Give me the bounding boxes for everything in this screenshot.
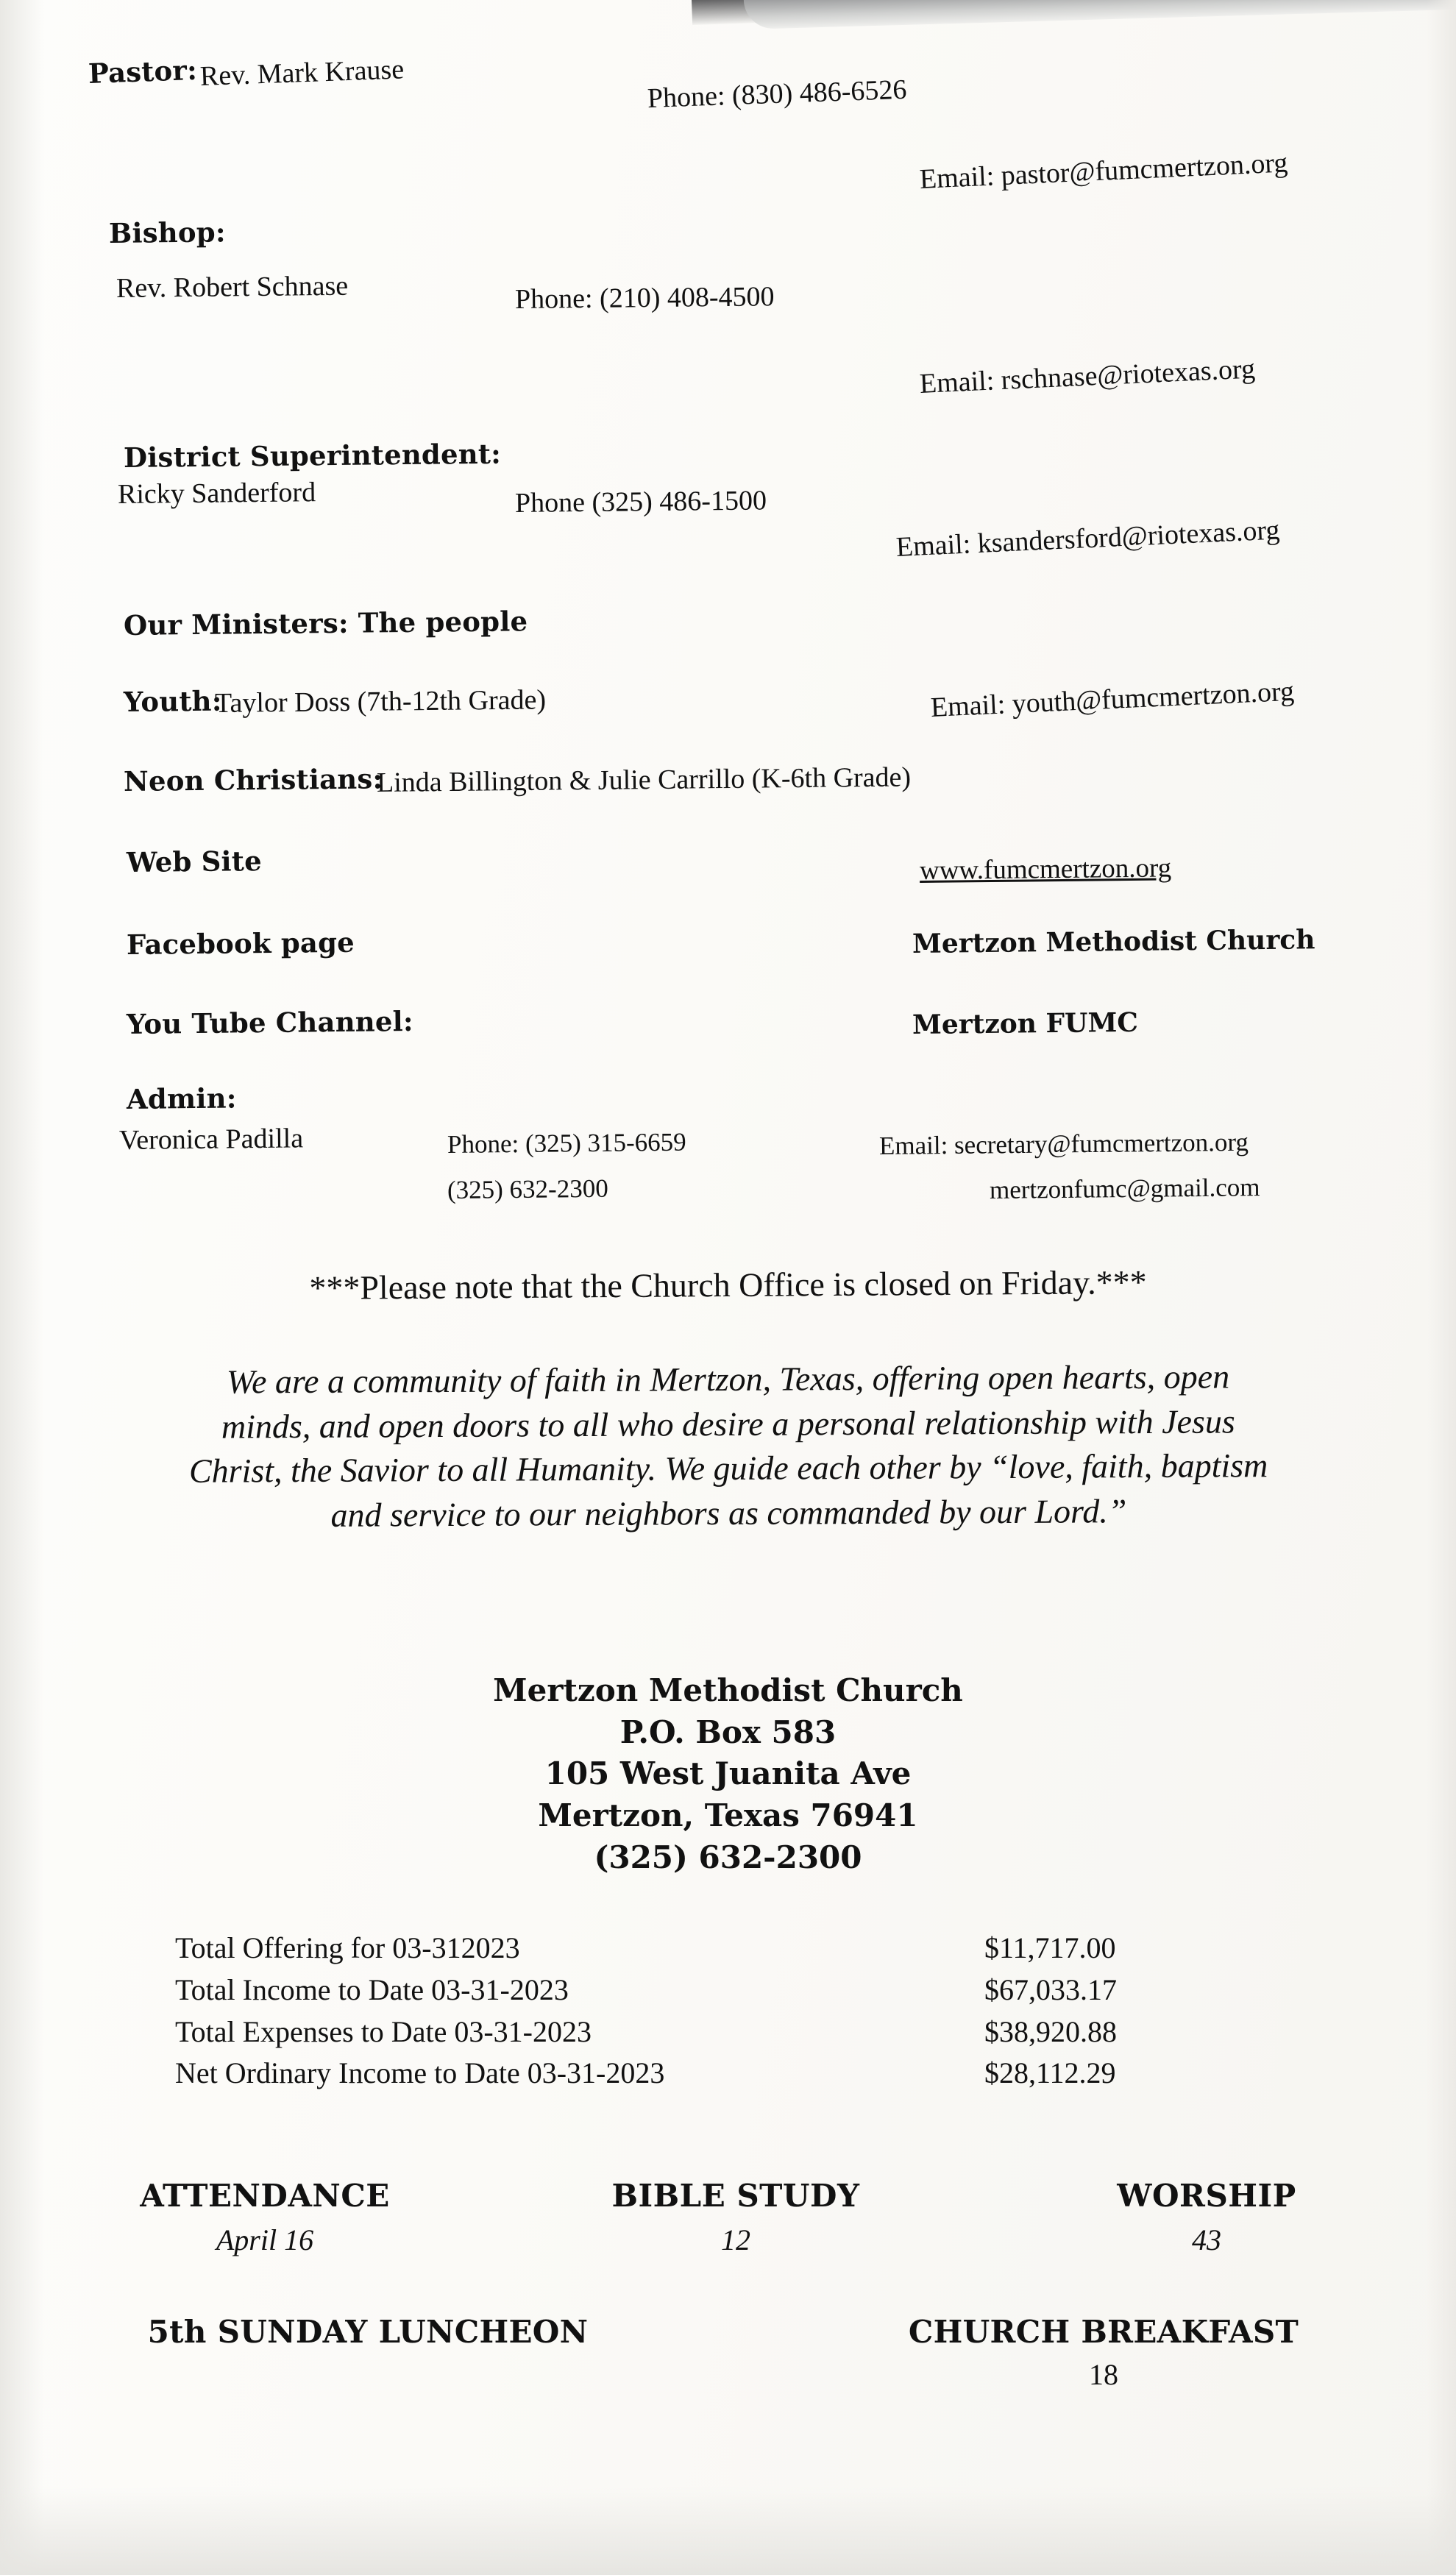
address-line-2: P.O. Box 583	[619, 1713, 837, 1750]
finance-label: Total Expenses to Date 03-31-2023	[175, 2014, 592, 2048]
event-column	[110, 2314, 625, 2392]
finance-amount: $38,920.88	[984, 2014, 1117, 2048]
worship-heading: WORSHIP	[1117, 2178, 1296, 2214]
youth-email: Email: youth@fumcmertzon.org	[930, 675, 1295, 723]
events-summary	[110, 2314, 1361, 2392]
youth-label: Youth:	[123, 684, 222, 718]
bishop-name: Rev. Robert Schnase	[116, 270, 349, 304]
breakfast-heading: CHURCH BREAKFAST	[908, 2314, 1299, 2350]
facebook-value: Mertzon Methodist Church	[912, 924, 1315, 959]
event-column	[846, 2314, 1361, 2392]
youtube-label: You Tube Channel:	[126, 1004, 413, 1040]
admin-email-2: mertzonfumc@gmail.com	[989, 1173, 1260, 1204]
admin-label: Admin:	[126, 1082, 237, 1115]
church-address-block	[0, 1670, 1456, 1878]
attendance-column	[110, 2178, 419, 2257]
finance-amount: $28,112.29	[984, 2056, 1116, 2090]
bible-study-heading: BIBLE STUDY	[611, 2178, 860, 2214]
admin-email-1: Email: secretary@fumcmertzon.org	[878, 1127, 1249, 1160]
bishop-label: Bishop:	[108, 216, 226, 249]
attendance-summary	[110, 2178, 1361, 2257]
attendance-value: April 16	[216, 2223, 314, 2256]
finance-label: Total Income to Date 03-31-2023	[175, 1972, 569, 2006]
pastor-name: Rev. Mark Krause	[199, 54, 405, 92]
page-bottom-edge	[0, 2487, 1456, 2575]
pastor-email: Email: pastor@fumcmertzon.org	[919, 147, 1289, 195]
bishop-phone: Phone: (210) 408-4500	[514, 281, 775, 315]
address-phone: (325) 632-2300	[594, 1839, 862, 1875]
finance-row	[175, 2053, 1205, 2095]
scan-top-band	[743, 0, 1456, 29]
office-closed-note: ***Please note that the Church Office is closed on Friday.***	[309, 1263, 1147, 1307]
facebook-label: Facebook page	[126, 926, 355, 961]
website-label: Web Site	[126, 845, 263, 878]
website-link[interactable]: www.fumcmertzon.org	[919, 853, 1172, 886]
pastor-phone: Phone: (830) 486-6526	[647, 74, 908, 114]
neon-christians-value: Linda Billington & Julie Carrillo (K-6th Grade)	[376, 761, 912, 798]
attendance-column	[581, 2178, 890, 2257]
finance-amount: $67,033.17	[984, 1972, 1117, 2006]
our-ministers-line: Our Ministers: The people	[123, 605, 528, 642]
district-superintendent-phone: Phone (325) 486-1500	[514, 485, 767, 519]
finance-row	[175, 2011, 1205, 2053]
attendance-heading: ATTENDANCE	[140, 2178, 390, 2214]
attendance-column	[1052, 2178, 1361, 2257]
finance-amount: $11,717.00	[984, 1931, 1116, 1964]
finance-summary	[175, 1928, 1205, 2095]
admin-name: Veronica Padilla	[118, 1123, 304, 1156]
finance-row	[175, 1928, 1205, 1970]
finance-label: Total Offering for 03-312023	[175, 1931, 520, 1964]
neon-christians-label: Neon Christians:	[123, 762, 383, 798]
address-line-1: Mertzon Methodist Church	[493, 1672, 963, 1708]
finance-row	[175, 1970, 1205, 2011]
breakfast-value: 18	[1089, 2358, 1118, 2391]
youtube-value: Mertzon FUMC	[912, 1006, 1139, 1040]
address-line-4: Mertzon, Texas 76941	[538, 1797, 918, 1834]
bishop-email: Email: rschnase@riotexas.org	[919, 353, 1256, 399]
district-superintendent-email: Email: ksandersford@riotexas.org	[895, 514, 1281, 563]
youth-value: Taylor Doss (7th-12th Grade)	[214, 684, 547, 719]
luncheon-heading: 5th SUNDAY LUNCHEON	[147, 2314, 589, 2350]
admin-phone-1: Phone: (325) 315-6659	[447, 1127, 686, 1159]
worship-value: 43	[1192, 2223, 1221, 2256]
admin-phone-2: (325) 632-2300	[447, 1173, 608, 1204]
finance-label: Net Ordinary Income to Date 03-31-2023	[175, 2056, 665, 2090]
pastor-label: Pastor:	[88, 53, 198, 90]
district-superintendent-name: Ricky Sanderford	[117, 477, 316, 510]
mission-statement: We are a community of faith in Mertzon, Texas, offering open hearts, open minds, and open doors to all who desire a personal relationship with Jesus Christ, the Savior to all Humanity. We guide each other by “love, faith, baptism and service to our neighbors as commanded by our Lord.”	[188, 1357, 1268, 1534]
district-superintendent-label: District Superintendent:	[123, 437, 502, 474]
bible-study-value: 12	[721, 2223, 750, 2256]
address-line-3: 105 West Juanita Ave	[544, 1755, 912, 1792]
